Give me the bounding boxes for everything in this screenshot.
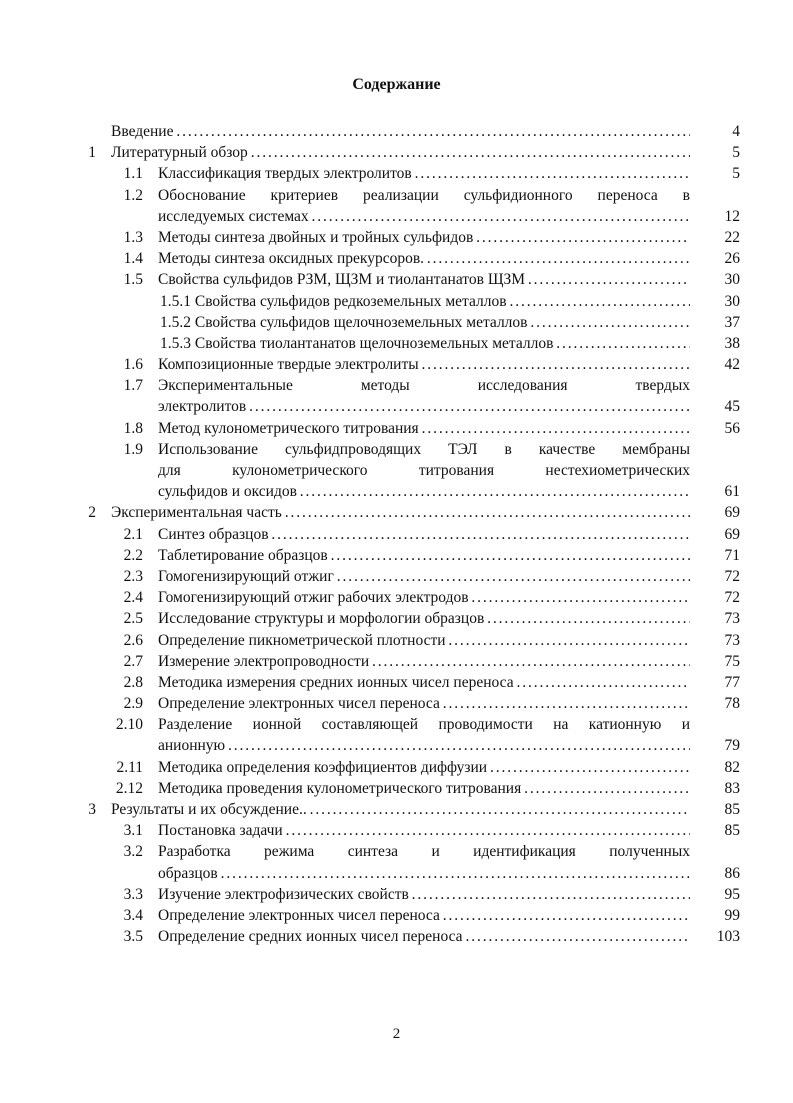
toc-entry-number: 1.8 [123, 419, 143, 437]
toc-entry-number: 1 [88, 144, 96, 162]
toc-entry-title: исследуемых системах . . . [158, 206, 690, 227]
toc-entry-title: 1.5.1 Свойства сульфидов редкоземельных металлов . . . [160, 291, 690, 312]
toc-line [0, 905, 793, 926]
toc-line [0, 291, 793, 312]
toc-entry-title: Определение средних ионных чисел переноса . . . [158, 926, 690, 947]
toc-entry-page: 71 [724, 546, 740, 564]
toc-line [0, 502, 793, 523]
toc-entry-title: Таблетирование образцов . . . [158, 545, 690, 566]
toc-line [0, 735, 793, 756]
toc-entry-title: для кулонометрического титрования нестехиометрических [158, 462, 690, 479]
toc-entry-title: Методика измерения средних ионных чисел переноса . . . [158, 672, 690, 693]
toc-line [0, 439, 793, 460]
toc-entry-title: Измерение электропроводности . . . [158, 651, 690, 672]
page-number: 2 [392, 1026, 401, 1042]
toc-line [0, 820, 793, 841]
toc-entry-number: 2.4 [123, 589, 143, 607]
toc-line [0, 757, 793, 778]
toc-entry-page: 99 [724, 906, 740, 924]
toc-line [0, 163, 793, 184]
toc-entry-title: Методы синтеза оксидных прекурсоров. . . . [158, 248, 690, 269]
toc-entry-page: 26 [724, 250, 740, 268]
toc-entry-title: 1.5.2 Свойства сульфидов щелочноземельных металлов . . . [160, 312, 690, 333]
toc-entry-title: Определение электронных чисел переноса . . . [158, 693, 690, 714]
toc-entry-title: Свойства сульфидов РЗМ, ЩЗМ и тиолантанатов ЩЗМ . . . [158, 269, 690, 290]
toc-entry-number: 2.5 [123, 610, 143, 628]
toc-line [0, 566, 793, 587]
toc-entry-title: Постановка задачи . . . [158, 820, 690, 841]
toc-entry-title: Методика определения коэффициентов диффузии . . . [158, 757, 690, 778]
toc-entry-page: 56 [724, 419, 740, 437]
toc-entry-title: анионную . . . [158, 735, 690, 756]
toc-entry-number: 2.11 [116, 758, 143, 776]
toc-line [0, 185, 793, 206]
toc-entry-page: 73 [724, 631, 740, 649]
toc-entry-title: Метод кулонометрического титрования . . . [158, 418, 690, 439]
toc-entry-number: 2.2 [123, 546, 143, 564]
toc-line [0, 227, 793, 248]
toc-entry-number: 1.6 [123, 356, 143, 374]
toc-entry-page: 75 [724, 652, 740, 670]
toc-entry-page: 72 [724, 589, 740, 607]
toc-entry-page: 78 [724, 695, 740, 713]
toc-entry-page: 95 [724, 885, 740, 903]
toc-entry-page: 103 [716, 928, 740, 946]
toc-entry-number: 2.8 [123, 673, 143, 691]
toc-entry-title: Гомогенизирующий отжиг рабочих электродов . . . [158, 587, 690, 608]
toc-entry-title: Гомогенизирующий отжиг . . . [158, 566, 690, 587]
toc-entry-number: 2.3 [123, 567, 143, 585]
toc-entry-title: Экспериментальная часть . . . [111, 502, 690, 523]
toc-entry-number: 1.2 [123, 186, 143, 204]
toc-entry-page: 30 [724, 271, 740, 289]
toc-entry-number: 2.10 [115, 716, 143, 734]
toc-entry-page: 5 [732, 165, 740, 183]
toc-entry-number: 1.9 [123, 440, 143, 458]
toc-entry-page: 85 [724, 822, 740, 840]
toc-entry-title: электролитов . . . [158, 396, 690, 417]
toc-entry-page: 61 [724, 483, 740, 501]
toc-entry-page: 73 [724, 610, 740, 628]
toc-entry-page: 69 [724, 525, 740, 543]
toc-entry-number: 2.12 [115, 779, 143, 797]
toc-entry-title: Разработка режима синтеза и идентификация полученных [158, 843, 690, 861]
toc-entry-page: 79 [724, 737, 740, 755]
toc-line [0, 841, 793, 862]
toc-entry-page: 86 [724, 864, 740, 882]
toc-entry-number: 1.3 [123, 228, 143, 246]
toc-entry-page: 72 [724, 567, 740, 585]
toc-line [0, 121, 793, 142]
toc-entry-number: 3.3 [123, 885, 143, 903]
toc-entry-title: Литературный обзор . . . [111, 142, 690, 163]
toc-line [0, 545, 793, 566]
toc-line [0, 206, 793, 227]
toc-entry-title: 1.5.3 Свойства тиолантанатов щелочноземельных металлов . . . [160, 333, 690, 354]
toc-entry-page: 12 [724, 207, 740, 225]
toc-entry-title: Определение пикнометрической плотности . . . [158, 630, 690, 651]
toc-line [0, 587, 793, 608]
toc-entry-title: Экспериментальные методы исследования твердых [158, 377, 690, 395]
toc-entry-title: Синтез образцов . . . [158, 524, 690, 545]
toc-entry-page: 5 [732, 144, 740, 162]
toc-line [0, 460, 793, 481]
toc-entry-number: 1.5 [123, 271, 143, 289]
toc-line [0, 926, 793, 947]
toc-line [0, 396, 793, 417]
toc-entry-number: 2.9 [123, 695, 143, 713]
toc-entry-title: образцов . . . [158, 863, 690, 884]
toc-entry-title: Изучение электрофизических свойств . . . [158, 884, 690, 905]
toc-entry-number: 2 [88, 504, 96, 522]
toc-entry-page: 69 [724, 504, 740, 522]
toc-entry-page: 38 [724, 334, 740, 352]
toc-entry-number: 3.5 [123, 928, 143, 946]
toc-line [0, 269, 793, 290]
toc-entry-page: 42 [724, 356, 740, 374]
toc-line [0, 693, 793, 714]
toc-entry-title: Определение электронных чисел переноса . . . [158, 905, 690, 926]
toc-entry-page: 82 [724, 758, 740, 776]
toc-entry-number: 1.1 [123, 165, 143, 183]
toc-entry-title: Результаты и их обсуждение.. . . . [111, 799, 690, 820]
toc-line [0, 799, 793, 820]
toc-entry-page: 45 [724, 398, 740, 416]
toc-line [0, 630, 793, 651]
toc-line [0, 375, 793, 396]
toc-entry-number: 2.6 [123, 631, 143, 649]
toc-line [0, 608, 793, 629]
toc-entry-number: 3.4 [123, 906, 143, 924]
toc-entry-page: 83 [724, 779, 740, 797]
toc-entry-number: 2.1 [123, 525, 143, 543]
toc-entry-number: 1.4 [123, 250, 143, 268]
toc-entry-number: 1.7 [123, 377, 143, 395]
toc-line [0, 778, 793, 799]
toc-entry-page: 85 [724, 801, 740, 818]
toc-line [0, 884, 793, 905]
toc-entry-page: 22 [724, 228, 740, 246]
toc-line [0, 524, 793, 545]
toc-line [0, 672, 793, 693]
toc-entry-title: Методы синтеза двойных и тройных сульфидов . . . [158, 227, 690, 248]
table-of-contents [0, 121, 793, 947]
toc-line [0, 418, 793, 439]
toc-line [0, 651, 793, 672]
toc-entry-title: Композиционные твердые электролиты . . . [158, 354, 690, 375]
toc-entry-page: 4 [732, 123, 740, 140]
toc-line [0, 863, 793, 884]
toc-line [0, 333, 793, 354]
toc-entry-number: 3 [88, 801, 96, 818]
toc-entry-title: Использование сульфидпроводящих ТЭЛ в качестве мембраны [158, 440, 690, 458]
toc-entry-title: Классификация твердых электролитов . . . [158, 163, 690, 184]
toc-entry-title: Введение . . . [111, 121, 690, 142]
toc-entry-page: 77 [724, 673, 740, 691]
page-title: Содержание [352, 76, 441, 93]
toc-entry-number: 2.7 [123, 652, 143, 670]
toc-line [0, 354, 793, 375]
toc-line [0, 714, 793, 735]
toc-entry-page: 37 [724, 313, 740, 331]
toc-line [0, 248, 793, 269]
toc-entry-title: Обоснование критериев реализации сульфидионного переноса в [158, 186, 690, 204]
toc-entry-title: сульфидов и оксидов . . . [158, 481, 690, 502]
toc-line [0, 481, 793, 502]
toc-line [0, 312, 793, 333]
toc-entry-title: Исследование структуры и морфологии образцов . . . [158, 608, 690, 629]
toc-entry-page: 30 [724, 292, 740, 310]
toc-entry-title: Разделение ионной составляющей проводимости на катионную и [158, 716, 690, 734]
toc-entry-number: 3.1 [123, 822, 143, 840]
toc-entry-title: Методика проведения кулонометрического титрования . . . [158, 778, 690, 799]
toc-entry-number: 3.2 [123, 843, 143, 861]
toc-line [0, 142, 793, 163]
